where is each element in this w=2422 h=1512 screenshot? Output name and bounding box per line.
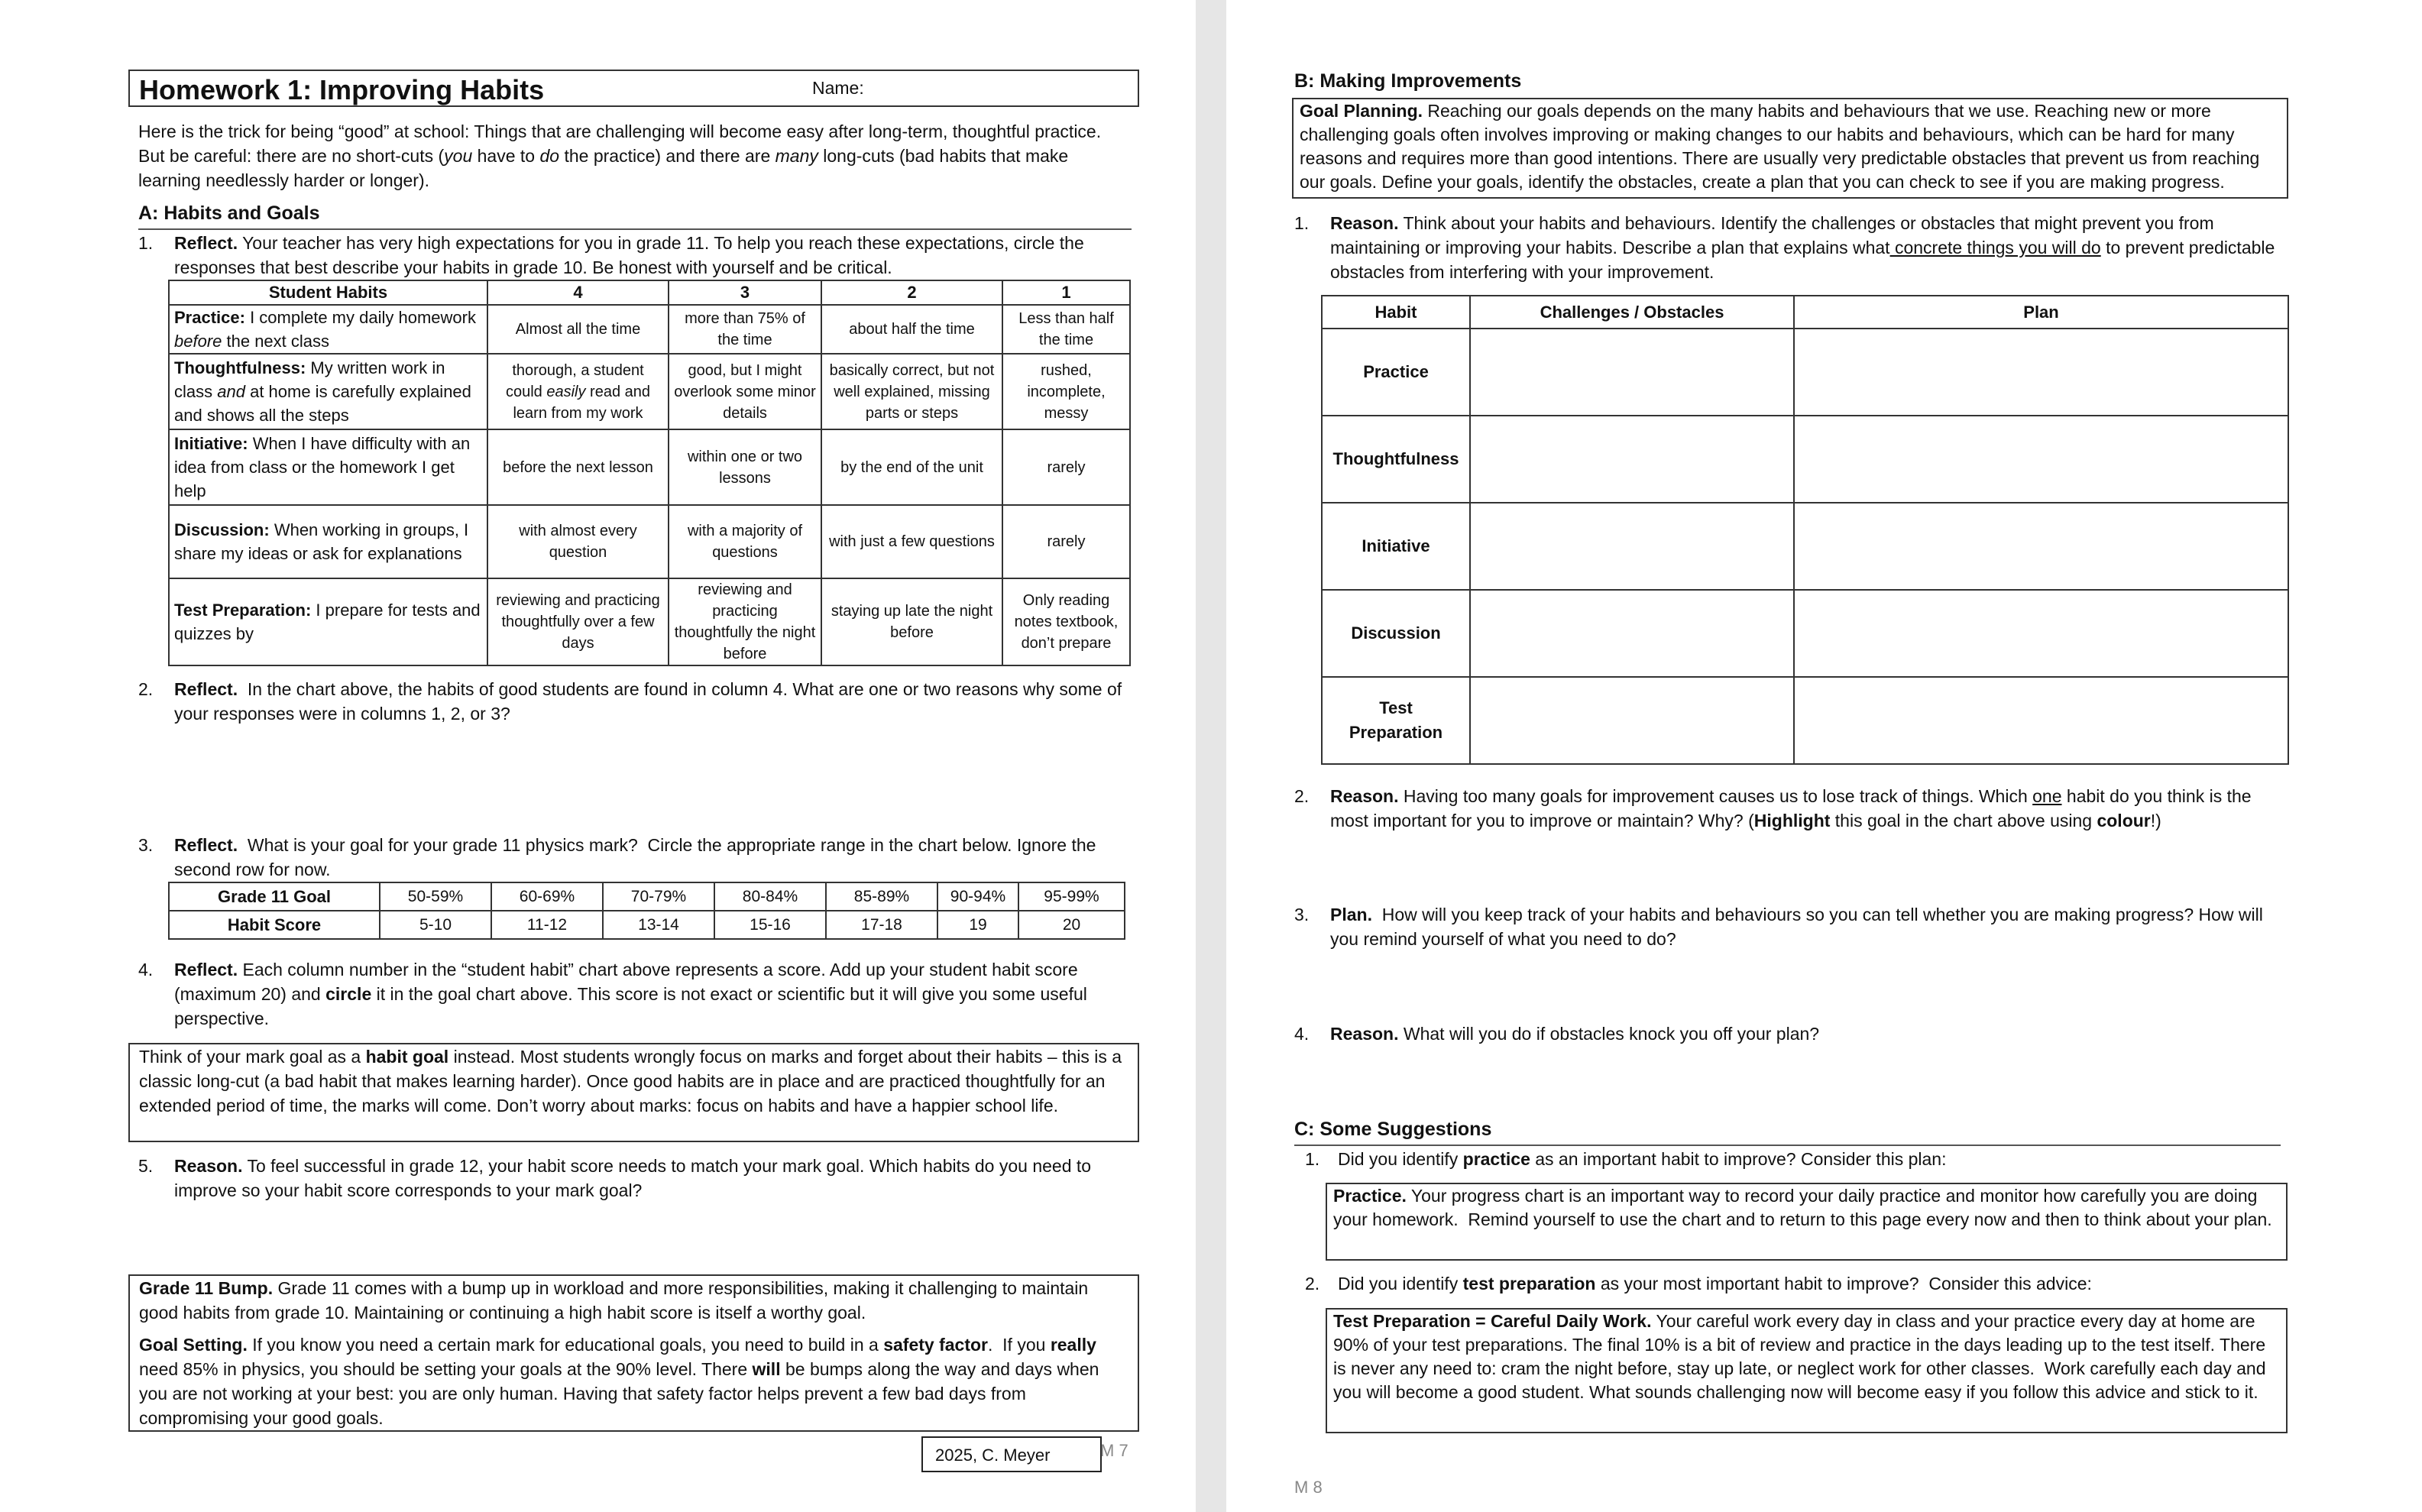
question-number: 1. <box>1294 213 1310 233</box>
response-cell[interactable]: thorough, a student could easily read and learn from my work <box>487 354 669 429</box>
goal-cell[interactable]: 95-99% <box>1018 882 1125 911</box>
question-4 <box>138 957 1132 1031</box>
question-text: Reason. What will you do if obstacles knock you off your plan? <box>1330 1024 1820 1044</box>
column-header: Plan <box>1794 296 2288 329</box>
question-number: 3. <box>1294 905 1310 924</box>
question-1 <box>138 231 1132 280</box>
question-5 <box>138 1154 1132 1203</box>
habit-goal-box <box>128 1043 1139 1142</box>
habit-label: Initiative <box>1322 503 1470 590</box>
plan-input-cell[interactable] <box>1794 329 2288 416</box>
section-divider <box>138 228 1132 230</box>
question-number: 2. <box>138 679 154 699</box>
question-b2 <box>1294 784 2288 833</box>
habit-goal-text: Think of your mark goal as a habit goal instead. Most students wrongly focus on marks and forget about their habits – this is a classic long-cut (a bad habit that makes learning harder). Once good habits are in place and are practiced thoughtfully for an extended period of time, the marks will come. Don’t worry about marks: focus on habits and have a happier school life. <box>139 1047 1122 1115</box>
response-cell[interactable]: with almost every question <box>487 505 669 578</box>
row-label: Grade 11 Goal <box>169 882 380 911</box>
question-3 <box>138 833 1132 882</box>
column-header: 1 <box>1002 280 1130 305</box>
column-header: Student Habits <box>169 280 487 305</box>
page-title: Homework 1: Improving Habits <box>139 74 545 105</box>
question-text: Reason. Think about your habits and behaviours. Identify the challenges or obstacles that might prevent you from maintaining or improving your habits. Describe a plan that explains what concrete things you will do to prevent predictable obstacles from interfering with your improvement. <box>1330 213 2275 282</box>
page-left <box>0 0 1196 1512</box>
goal-cell[interactable]: 70-79% <box>603 882 714 911</box>
question-b4 <box>1294 1021 2288 1046</box>
response-cell[interactable]: with just a few questions <box>821 505 1002 578</box>
response-cell[interactable]: by the end of the unit <box>821 429 1002 505</box>
habits-table-header <box>169 280 1130 305</box>
habit-cell: Test Preparation: I prepare for tests and quizzes by <box>169 578 487 665</box>
obstacles-input-cell[interactable] <box>1470 416 1794 503</box>
test-prep-box <box>1326 1308 2288 1433</box>
plan-input-cell[interactable] <box>1794 590 2288 677</box>
habit-label: Practice <box>1322 329 1470 416</box>
goal-planning-text: Goal Planning. Reaching our goals depends on the many habits and behaviours that we use. Reaching new or more challenging goals often involves improving or making changes to our habits and behaviours, which can be hard for many reasons and requires more than good intentions. There are usually very predictable obstacles that prevent us from reaching our goals. Define your goals, identify the obstacles, create a plan that you can check to see if you are making progress. <box>1300 101 2260 192</box>
table-row <box>169 354 1130 429</box>
obstacles-input-cell[interactable] <box>1470 677 1794 764</box>
column-header: 4 <box>487 280 669 305</box>
response-cell[interactable]: basically correct, but not well explained, missing parts or steps <box>821 354 1002 429</box>
table-row <box>169 505 1130 578</box>
name-label: Name: <box>812 78 864 98</box>
column-header: 2 <box>821 280 1002 305</box>
table-row <box>1322 590 2288 677</box>
goal-cell[interactable]: 50-59% <box>380 882 491 911</box>
bump-box <box>128 1274 1139 1432</box>
score-cell[interactable]: 11-12 <box>491 911 603 939</box>
plan-table-header <box>1322 296 2288 329</box>
question-number: 4. <box>1294 1024 1310 1044</box>
goal-planning-box <box>1292 98 2288 199</box>
plan-input-cell[interactable] <box>1794 416 2288 503</box>
goal-cell[interactable]: 85-89% <box>826 882 937 911</box>
table-row <box>169 578 1130 665</box>
question-2 <box>138 677 1132 726</box>
response-cell[interactable]: Only reading notes textbook, don’t prepare <box>1002 578 1130 665</box>
suggestion-2 <box>1294 1271 2288 1296</box>
score-cell[interactable]: 15-16 <box>714 911 826 939</box>
test-prep-text: Test Preparation = Careful Daily Work. Your careful work every day in class and your practice every day at home are 90% of your test preparations. The final 10% is a bit of review and practice in the days leading up to the test itself. There is never any need to: cram the night before, stay up late, or neglect work for other classes. Work carefully each day and you will become a good student. What sounds challenging now will become easy if you follow this advice and stick to it. <box>1333 1311 2266 1402</box>
question-number: 2. <box>1294 786 1310 806</box>
plan-table <box>1321 295 2289 765</box>
intro-paragraph: Here is the trick for being “good” at school: Things that are challenging will become easy after long-term, thoughtful practice. But be careful: there are no short-cuts (you have to do the practice) and there are many long-cuts (bad habits that make learning needlessly harder or longer). <box>138 121 1102 190</box>
page-gutter <box>1196 0 1226 1512</box>
response-cell[interactable]: within one or two lessons <box>669 429 821 505</box>
question-text: Reflect. In the chart above, the habits of good students are found in column 4. What are one or two reasons why some of your responses were in columns 1, 2, or 3? <box>174 679 1122 724</box>
response-cell[interactable]: good, but I might overlook some minor details <box>669 354 821 429</box>
question-b3 <box>1294 902 2288 951</box>
table-row <box>1322 329 2288 416</box>
question-number: 1. <box>1305 1149 1320 1169</box>
response-cell[interactable]: rushed, incomplete, messy <box>1002 354 1130 429</box>
column-header: Habit <box>1322 296 1470 329</box>
table-row <box>169 429 1130 505</box>
habit-cell: Discussion: When working in groups, I share my ideas or ask for explanations <box>169 505 487 578</box>
habit-label: Test Preparation <box>1322 677 1470 764</box>
habits-table <box>168 280 1131 666</box>
habit-label: Thoughtfulness <box>1322 416 1470 503</box>
obstacles-input-cell[interactable] <box>1470 590 1794 677</box>
response-cell[interactable]: before the next lesson <box>487 429 669 505</box>
page-right <box>1226 0 2422 1512</box>
response-cell[interactable]: rarely <box>1002 429 1130 505</box>
goal-setting-text: Goal Setting. If you know you need a certain mark for educational goals, you need to build in a safety factor. If you really need 85% in physics, you should be setting your goals at the 90% level. There will be bumps along the way and days when you are not working at your best: you are only human. Having that safety factor helps prevent a few bad days from compromising your good goals. <box>139 1335 1099 1428</box>
title-bar <box>128 70 1139 107</box>
page-number: M 8 <box>1294 1478 1323 1497</box>
score-cell[interactable]: 19 <box>937 911 1018 939</box>
question-text: Reflect. Your teacher has very high expectations for you in grade 11. To help you reach these expectations, circle the responses that best describe your habits in grade 10. Be honest with yourself and be critical. <box>174 233 1084 277</box>
table-row <box>169 305 1130 354</box>
suggestion-1 <box>1294 1147 2288 1171</box>
response-cell[interactable]: more than 75% of the time <box>669 305 821 354</box>
bump-text: Grade 11 Bump. Grade 11 comes with a bump up in workload and more responsibilities, making it challenging to maintain good habits from grade 10. Maintaining or continuing a high habit score is itself a worthy goal. <box>139 1278 1089 1323</box>
response-cell[interactable]: Almost all the time <box>487 305 669 354</box>
response-cell[interactable]: rarely <box>1002 505 1130 578</box>
response-cell[interactable]: Less than half the time <box>1002 305 1130 354</box>
question-text: Reason. Having too many goals for improvement causes us to lose track of things. Which one habit do you think is the most important for you to improve or maintain? Why? (Highlight this goal in the chart above using colour!) <box>1330 786 2252 830</box>
response-cell[interactable]: reviewing and practicing thoughtfully the night before <box>669 578 821 665</box>
goal-cell[interactable]: 60-69% <box>491 882 603 911</box>
score-row <box>169 911 1125 939</box>
obstacles-input-cell[interactable] <box>1470 329 1794 416</box>
habit-cell: Practice: I complete my daily homework before the next class <box>169 305 487 354</box>
response-cell[interactable]: staying up late the night before <box>821 578 1002 665</box>
question-text: Did you identify practice as an important habit to improve? Consider this plan: <box>1338 1149 1947 1169</box>
footer-credit: 2025, C. Meyer <box>921 1436 1102 1472</box>
goal-cell[interactable]: 80-84% <box>714 882 826 911</box>
goal-cell[interactable]: 90-94% <box>937 882 1018 911</box>
plan-input-cell[interactable] <box>1794 503 2288 590</box>
question-text: Reflect. Each column number in the “student habit” chart above represents a score. Add up your student habit score (maximum 20) and circle it in the goal chart above. This score is not exact or scientific but it will give you some useful perspective. <box>174 960 1087 1028</box>
question-b1 <box>1294 211 2288 284</box>
question-text: Reason. To feel successful in grade 12, your habit score needs to match your mark goal. Which habits do you need to improve so your habit score corresponds to your mark goal? <box>174 1156 1092 1200</box>
score-cell[interactable]: 20 <box>1018 911 1125 939</box>
habit-cell: Initiative: When I have difficulty with an idea from class or the homework I get help <box>169 429 487 505</box>
practice-box <box>1326 1183 2288 1261</box>
question-number: 4. <box>138 960 154 979</box>
score-cell[interactable]: 13-14 <box>603 911 714 939</box>
question-number: 1. <box>138 233 154 253</box>
page-number: M 7 <box>1100 1441 1128 1460</box>
score-cell[interactable]: 5-10 <box>380 911 491 939</box>
question-text: Reflect. What is your goal for your grade 11 physics mark? Circle the appropriate range in the chart below. Ignore the second row for now. <box>174 835 1096 879</box>
goal-table <box>168 882 1125 940</box>
question-number: 5. <box>138 1156 154 1176</box>
column-header: Challenges / Obstacles <box>1470 296 1794 329</box>
score-cell[interactable]: 17-18 <box>826 911 937 939</box>
obstacles-input-cell[interactable] <box>1470 503 1794 590</box>
habit-label: Discussion <box>1322 590 1470 677</box>
goal-row <box>169 882 1125 911</box>
question-text: Plan. How will you keep track of your habits and behaviours so you can tell whether you are making progress? How will you remind yourself of what you need to do? <box>1330 905 2263 949</box>
section-b-heading: B: Making Improvements <box>1294 70 1522 92</box>
section-a-heading: A: Habits and Goals <box>138 202 320 224</box>
question-number: 3. <box>138 835 154 855</box>
response-cell[interactable]: about half the time <box>821 305 1002 354</box>
habit-cell: Thoughtfulness: My written work in class and at home is carefully explained and shows all the steps <box>169 354 487 429</box>
section-divider <box>1294 1145 2281 1146</box>
table-row <box>1322 677 2288 764</box>
practice-text: Practice. Your progress chart is an important way to record your daily practice and monitor how carefully you are doing your homework. Remind yourself to use the chart and to return to this page every now and then to think about your plan. <box>1333 1186 2272 1229</box>
row-label: Habit Score <box>169 911 380 939</box>
table-row <box>1322 416 2288 503</box>
column-header: 3 <box>669 280 821 305</box>
plan-input-cell[interactable] <box>1794 677 2288 764</box>
table-row <box>1322 503 2288 590</box>
question-text: Did you identify test preparation as your most important habit to improve? Consider this advice: <box>1338 1274 2092 1293</box>
question-number: 2. <box>1305 1274 1320 1293</box>
section-c-heading: C: Some Suggestions <box>1294 1119 1492 1140</box>
response-cell[interactable]: reviewing and practicing thoughtfully over a few days <box>487 578 669 665</box>
response-cell[interactable]: with a majority of questions <box>669 505 821 578</box>
